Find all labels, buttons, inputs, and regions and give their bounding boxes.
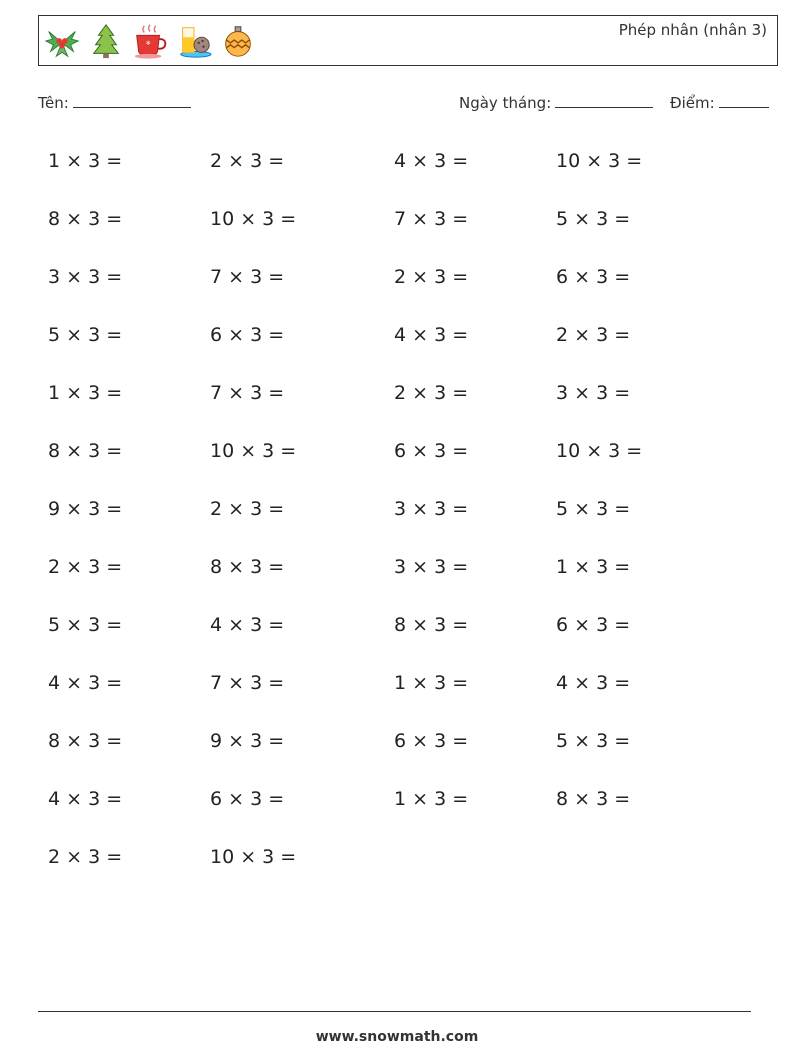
problem-item: 8 × 3 = bbox=[210, 556, 285, 578]
problem-item: 5 × 3 = bbox=[556, 730, 631, 752]
problem-item: 1 × 3 = bbox=[394, 672, 469, 694]
problem-item: 2 × 3 = bbox=[210, 150, 285, 172]
problem-item: 3 × 3 = bbox=[394, 556, 469, 578]
name-field bbox=[38, 93, 191, 112]
problem-item: 4 × 3 = bbox=[48, 788, 123, 810]
problem-item: 1 × 3 = bbox=[394, 788, 469, 810]
name-blank[interactable] bbox=[73, 93, 191, 108]
problem-item: 7 × 3 = bbox=[210, 672, 285, 694]
problem-item: 2 × 3 = bbox=[48, 556, 123, 578]
problem-item: 6 × 3 = bbox=[556, 614, 631, 636]
problem-item: 5 × 3 = bbox=[556, 498, 631, 520]
header-icons bbox=[43, 22, 257, 60]
problem-item: 1 × 3 = bbox=[48, 382, 123, 404]
problem-item: 10 × 3 = bbox=[210, 846, 297, 868]
problem-item: 4 × 3 = bbox=[48, 672, 123, 694]
problem-item: 7 × 3 = bbox=[394, 208, 469, 230]
problem-item: 3 × 3 = bbox=[556, 382, 631, 404]
problem-item: 6 × 3 = bbox=[394, 440, 469, 462]
svg-text:*: * bbox=[145, 39, 151, 51]
problem-item: 1 × 3 = bbox=[48, 150, 123, 172]
problem-item: 6 × 3 = bbox=[210, 788, 285, 810]
date-field bbox=[459, 93, 653, 112]
problem-item: 8 × 3 = bbox=[48, 208, 123, 230]
problem-item: 8 × 3 = bbox=[48, 730, 123, 752]
score-blank[interactable] bbox=[719, 93, 769, 108]
date-label: Ngày tháng: bbox=[459, 94, 552, 112]
problem-item: 6 × 3 = bbox=[210, 324, 285, 346]
milk-and-cookies-icon bbox=[175, 22, 213, 60]
worksheet-header bbox=[38, 15, 778, 66]
problem-item: 4 × 3 = bbox=[210, 614, 285, 636]
problem-item: 9 × 3 = bbox=[210, 730, 285, 752]
problem-item: 7 × 3 = bbox=[210, 382, 285, 404]
holly-icon bbox=[43, 22, 81, 60]
score-field bbox=[670, 93, 769, 112]
problem-item: 2 × 3 = bbox=[394, 266, 469, 288]
christmas-ornament-icon bbox=[219, 22, 257, 60]
problem-item: 10 × 3 = bbox=[210, 208, 297, 230]
problem-item: 3 × 3 = bbox=[48, 266, 123, 288]
problem-item: 10 × 3 = bbox=[556, 440, 643, 462]
christmas-tree-icon bbox=[87, 22, 125, 60]
hot-drink-cup-icon bbox=[131, 22, 169, 60]
problem-item: 4 × 3 = bbox=[394, 324, 469, 346]
footer-site: www.snowmath.com bbox=[315, 1029, 479, 1045]
date-blank[interactable] bbox=[555, 93, 653, 108]
problem-item: 5 × 3 = bbox=[556, 208, 631, 230]
problem-item: 9 × 3 = bbox=[48, 498, 123, 520]
problem-item: 2 × 3 = bbox=[210, 498, 285, 520]
name-label: Tên: bbox=[38, 94, 69, 112]
problem-item: 10 × 3 = bbox=[210, 440, 297, 462]
score-label: Điểm: bbox=[670, 94, 715, 112]
problem-item: 2 × 3 = bbox=[48, 846, 123, 868]
problem-item: 8 × 3 = bbox=[48, 440, 123, 462]
problem-item: 8 × 3 = bbox=[394, 614, 469, 636]
problem-item: 2 × 3 = bbox=[394, 382, 469, 404]
footer-divider bbox=[38, 1011, 751, 1012]
problem-item: 6 × 3 = bbox=[394, 730, 469, 752]
problem-item: 5 × 3 = bbox=[48, 324, 123, 346]
page-title: Phép nhân (nhân 3) bbox=[618, 21, 767, 39]
problem-item: 5 × 3 = bbox=[48, 614, 123, 636]
problem-item: 1 × 3 = bbox=[556, 556, 631, 578]
problem-item: 7 × 3 = bbox=[210, 266, 285, 288]
problem-item: 8 × 3 = bbox=[556, 788, 631, 810]
problem-item: 2 × 3 = bbox=[556, 324, 631, 346]
problem-item: 10 × 3 = bbox=[556, 150, 643, 172]
problem-item: 6 × 3 = bbox=[556, 266, 631, 288]
problem-item: 4 × 3 = bbox=[394, 150, 469, 172]
problem-item: 3 × 3 = bbox=[394, 498, 469, 520]
problem-item: 4 × 3 = bbox=[556, 672, 631, 694]
